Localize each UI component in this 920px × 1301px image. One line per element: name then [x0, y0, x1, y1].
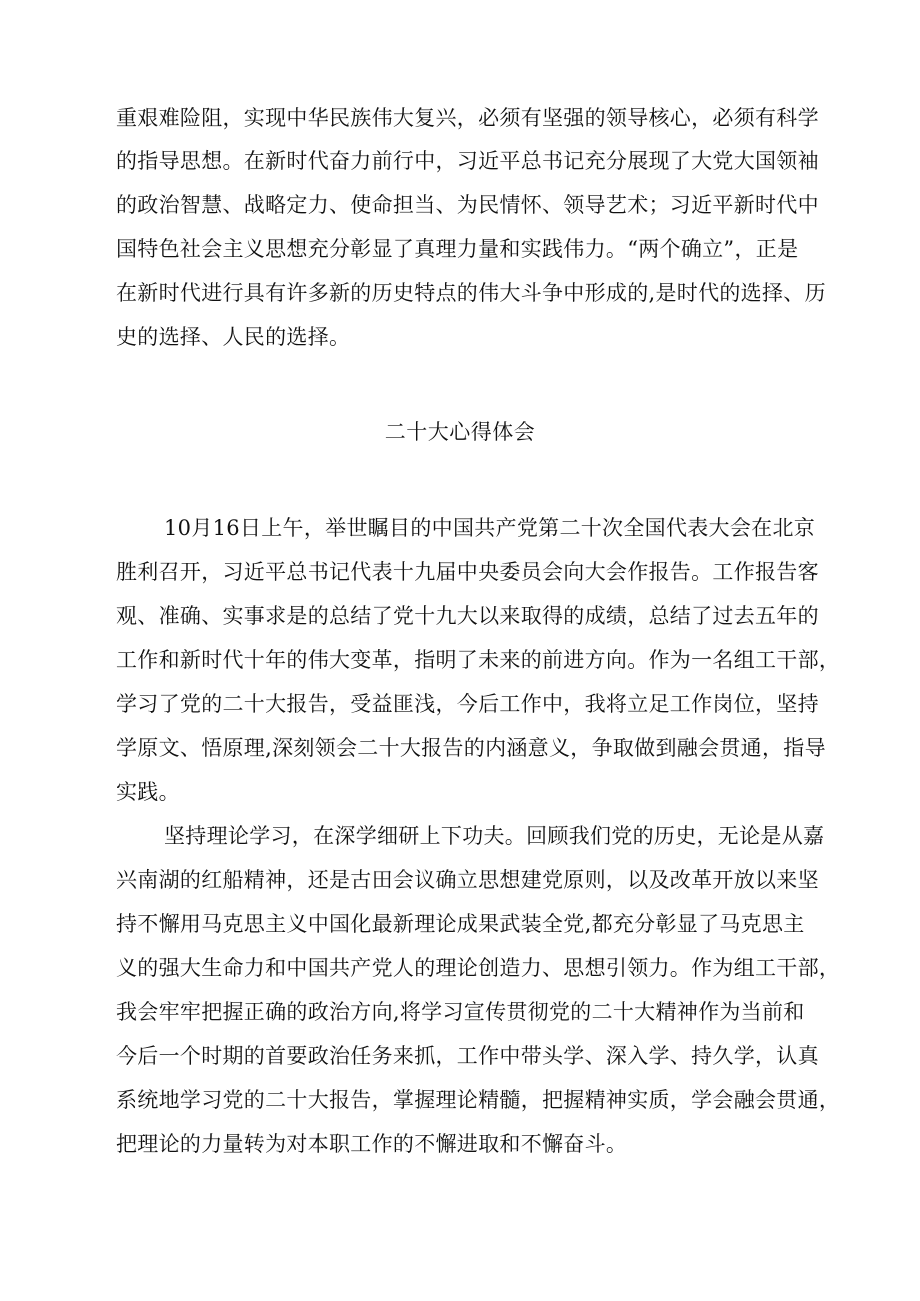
text-line: 坚持理论学习，在深学细研上下功夫。回顾我们党的历史，无论是从嘉	[164, 824, 825, 848]
text-line: 的指导思想。在新时代奋力前行中，习近平总书记充分展现了大党大国领袖	[116, 149, 819, 173]
text-line: 持不懈用马克思主义中国化最新理论成果武装全党,都充分彰显了马克思主	[116, 912, 805, 936]
text-line: 学习了党的二十大报告，受益匪浅，今后工作中，我将立足工作岗位，坚持	[116, 692, 819, 716]
text-line: 学原文、悟原理,深刻领会二十大报告的内涵意义，争取做到融会贯通，指导	[116, 736, 826, 760]
text-line: 重艰难险阻，实现中华民族伟大复兴，必须有坚强的领导核心，必须有科学	[116, 106, 819, 130]
section-title: 二十大心得体会	[384, 420, 536, 444]
text-line: 把理论的力量转为对本职工作的不懈进取和不懈奋斗。	[116, 1132, 628, 1156]
text-line: 兴南湖的红船精神，还是古田会议确立思想建党原则，以及改革开放以来坚	[116, 868, 819, 892]
text-line: 史的选择、人民的选择。	[116, 325, 351, 349]
text-line: 工作和新时代十年的伟大变革，指明了未来的前进方向。作为一名组工干部，	[116, 648, 841, 672]
text-line: 系统地学习党的二十大报告，掌握理论精髓，把握精神实质，学会融会贯通，	[116, 1088, 841, 1112]
text-line: 观、准确、实事求是的总结了党十九大以来取得的成绩，总结了过去五年的	[116, 604, 819, 628]
text-line: 今后一个时期的首要政治任务来抓，工作中带头学、深入学、持久学，认真	[116, 1044, 819, 1068]
text-line: 义的强大生命力和中国共产党人的理论创造力、思想引领力。作为组工干部，	[116, 956, 841, 980]
text-line: 胜利召开，习近平总书记代表十九届中央委员会向大会作报告。工作报告客	[116, 560, 819, 584]
text-line: 我会牢牢把握正确的政治方向,将学习宣传贯彻党的二十大精神作为当前和	[116, 1000, 805, 1024]
text-line: 在新时代进行具有许多新的历史特点的伟大斗争中形成的,是时代的选择、历	[116, 281, 826, 305]
text-line: 国特色社会主义思想充分彰显了真理力量和实践伟力。“两个确立”，正是	[116, 237, 799, 261]
text-line: 10月16日上午，举世瞩目的中国共产党第二十次全国代表大会在北京	[164, 516, 816, 540]
text-line: 实践。	[116, 780, 180, 804]
text-line: 的政治智慧、战略定力、使命担当、为民情怀、领导艺术；习近平新时代中	[116, 193, 819, 217]
